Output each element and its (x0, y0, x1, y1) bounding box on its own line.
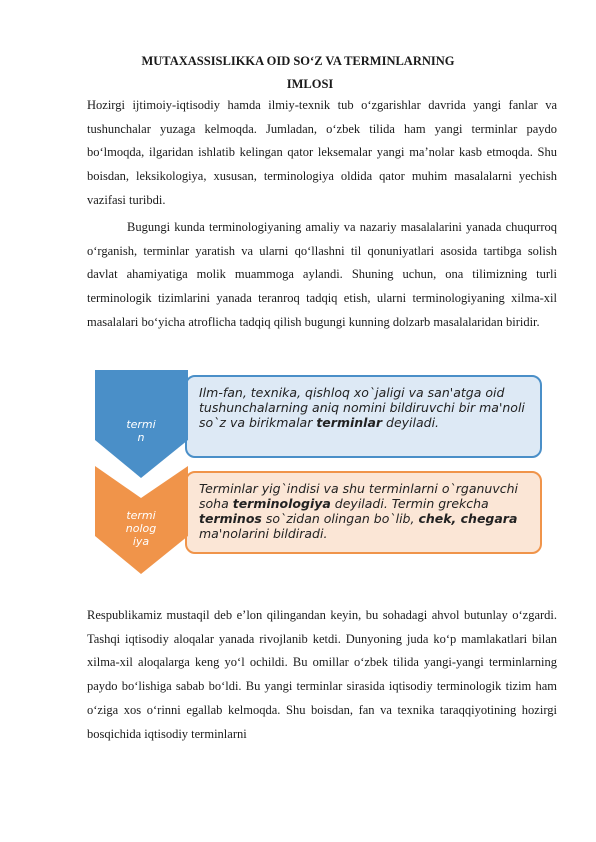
definition-diagram (95, 370, 550, 585)
terminos-keyword: terminos (199, 511, 262, 526)
definition-box-terminologiya (185, 471, 542, 554)
terminologiya-text-c: deyiladi. Termin grekcha (330, 496, 489, 511)
definition-box-termin (185, 375, 542, 458)
label-terminologiya: termi nolog iya (125, 509, 157, 548)
terminologiya-text-g: ma'nolarini bildiradi. (199, 526, 328, 541)
paragraph-1: Hozirgi ijtimoiy-iqtisodiy hamda ilmiy-texnik tub o‘zgarishlar davrida yangi fanlar va tushunchalar yuzaga kelmoqda. Jumladan, o‘zbek tilida ham yangi terminlar paydo bo‘lmoqda, ilgaridan ishlatib kelingan qator leksemalar yangi ma’nolar kasb etmoqda. Shu boisdan, leksikologiya, xususan, terminologiya oldida qator muhim masalalarni yechish vazifasi turibdi. (87, 98, 557, 207)
terminologiya-text-a: Terminlar yig`indisi va shu terminlarni o`rganuvchi soha (199, 481, 519, 511)
title-line-2: IMLOSI (286, 77, 334, 91)
terminologiya-text-e: so`zidan olingan bo`lib, (261, 511, 419, 526)
termin-definition-end: deyiladi. (382, 415, 440, 430)
chek-chegara-keyword: chek, chegara (418, 511, 518, 526)
terminologiya-keyword: terminologiya (232, 496, 331, 511)
termin-keyword: terminlar (316, 415, 383, 430)
title-line-1: MUTAXASSISLIKKA OID SO‘Z VA TERMINLARNING (141, 54, 455, 68)
paragraph-2: Bugungi kunda terminologiyaning amaliy va nazariy masalalarini yanada chuqurroq o‘rganish, terminlar yaratish va ularni qo‘llashni til qonuniyatlari asosida tartibga solish davlat ahamiyatiga molik muammoga aylandi. Shuning uchun, ona tilimizning turli terminologik tizimlarini yanada teranroq tadqiq etish, ularni terminologiyaning xilma-xil masalalari bo‘yicha atroflicha tadqiq qilish bugungi kunning dolzarb masalalaridan biridir. (87, 220, 557, 329)
label-termin: termi n (126, 418, 156, 444)
paragraph-3: Respublikamiz mustaqil deb e’lon qilingandan keyin, bu sohadagi ahvol butunlay o‘zgardi. Tashqi iqtisodiy aloqalar yanada rivojlanib ketdi. Dunyoning juda ko‘p mamlakatlari bilan xilma-xil aloqalarga keng yo‘l ochildi. Bu omillar o‘zbek tilida yangi-yangi terminlarning paydo bo‘lishiga sabab bo‘ldi. Bu yangi terminlar sirasida iqtisodiy terminologik tizim ham o‘ziga xos o‘rinni egallab kelmoqda. Shu boisdan, fan va texnika taraqqiyotining hozirgi bosqichida iqtisodiy terminlarni (87, 608, 557, 741)
termin-definition-text: Ilm-fan, texnika, qishloq xo`jaligi va san'atga oid tushunchalarning aniq nomini bildiruvchi bir ma'noli so`z va birikmalar (199, 385, 525, 430)
